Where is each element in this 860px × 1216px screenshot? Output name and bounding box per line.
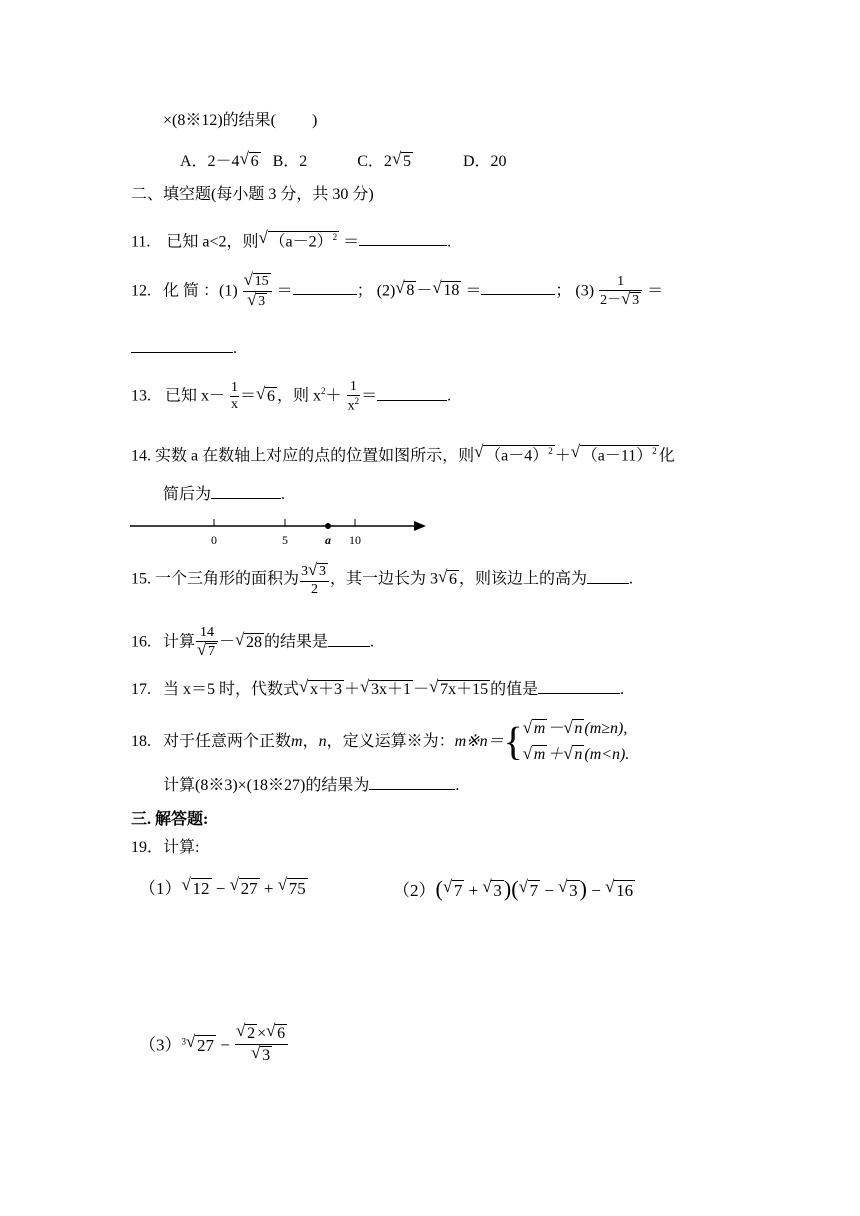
minus: － xyxy=(413,681,430,698)
question-13 xyxy=(131,380,451,414)
plus: ＋ xyxy=(554,447,571,465)
question-14 xyxy=(131,442,675,466)
fraction: √ 15 √ 3 xyxy=(243,273,272,310)
sqrt: √ 12 xyxy=(181,875,210,898)
option-a: A．2－4 xyxy=(180,153,240,170)
q10-text: ×(8※12)的结果( xyxy=(163,112,277,129)
answer-blank xyxy=(328,634,370,647)
sqrt: √ $(a-2)^2$ xyxy=(258,228,338,251)
question-18 xyxy=(131,716,629,767)
q15-text: ，则该边上的高为 xyxy=(459,570,588,588)
q16-text: 计算 xyxy=(163,633,196,651)
question-number: 13. xyxy=(131,387,151,405)
tick-label-0: 0 xyxy=(211,533,217,547)
question-16 xyxy=(131,626,374,660)
equals: ＝ xyxy=(240,387,257,405)
point-label-a: a xyxy=(325,533,331,547)
separator: ； xyxy=(555,282,572,300)
plus: ＋ xyxy=(325,387,342,405)
q10-options xyxy=(180,149,507,171)
point-a xyxy=(325,523,331,529)
answer-blank xyxy=(587,571,629,584)
fraction: 3 √ 3 2 xyxy=(300,563,329,597)
comma: ， xyxy=(302,732,319,750)
part-label: （1） xyxy=(139,879,182,898)
question-number: 18. xyxy=(131,732,151,750)
q15-text: 一个三角形的面积为 xyxy=(155,570,300,588)
tick-label-10: 10 xyxy=(349,533,361,547)
question-number: 14. xyxy=(131,447,151,465)
var-m: m xyxy=(291,732,303,750)
plus: ＋ xyxy=(344,681,361,698)
answer-blank xyxy=(359,233,447,246)
question-number: 11. xyxy=(131,233,151,251)
period: . xyxy=(233,340,237,357)
fraction: √ 2 × √ 6 √ 3 xyxy=(235,1024,288,1066)
section-2-title: 二、填空题(每小题 3 分，共 30 分) xyxy=(131,186,374,203)
equals: ＝ xyxy=(276,282,293,300)
equals: ＝ xyxy=(647,282,664,300)
part-label: （3） xyxy=(139,1035,182,1055)
minus: － xyxy=(219,633,236,651)
var-n: n xyxy=(318,732,327,750)
question-12 xyxy=(131,270,664,310)
q18-text: 计算(8※3)×(18※27)的结果为 xyxy=(163,777,370,794)
q17-text: 当 x＝5 时，代数式 xyxy=(163,681,300,698)
fraction: $\frac{1}{x^2}$ xyxy=(347,379,360,414)
q18-text: 对于任意两个正数 xyxy=(163,732,292,750)
option-d: D．20 xyxy=(462,153,507,170)
answer-blank xyxy=(369,777,455,790)
question-14-line2 xyxy=(163,486,285,503)
question-15 xyxy=(131,560,634,598)
sqrt: √ 75 xyxy=(277,875,306,898)
answer-blank xyxy=(481,282,555,295)
question-12-line2 xyxy=(131,340,237,357)
sqrt: √ 3x＋1 xyxy=(360,677,412,698)
left-brace: { xyxy=(503,718,523,764)
q12-text: 化 简 ：(1) xyxy=(163,282,238,300)
plus: + xyxy=(263,879,274,898)
period: . xyxy=(370,633,375,651)
q11-text: 已知 a<2，则 xyxy=(166,233,259,251)
case-1: √ m － √ n (m≥n), xyxy=(522,718,628,737)
q15-text: ，其一边长为 3 xyxy=(330,570,439,588)
question-number: 16. xyxy=(131,633,151,651)
exponent: 2 xyxy=(321,386,326,397)
period: . xyxy=(447,387,452,405)
q14-text: 实数 a 在数轴上对应的点的位置如图所示，则 xyxy=(155,447,475,465)
sqrt: √ 27 xyxy=(229,875,258,898)
period: . xyxy=(447,233,452,251)
arrow-icon xyxy=(414,521,426,531)
option-c: C．2 xyxy=(357,153,392,170)
sqrt: √ 6 xyxy=(438,566,458,588)
q14-text: 简后为 xyxy=(163,486,212,503)
fraction: 14 √ 7 xyxy=(196,626,218,660)
period: . xyxy=(629,570,634,588)
q13-text: 已知 x－ xyxy=(165,387,226,405)
q16-text: 的结果是 xyxy=(264,633,329,651)
sqrt: √ 28 xyxy=(235,629,263,651)
case-2: √ m ＋ √ n (m<n). xyxy=(522,743,630,763)
question-19-label: 19．计算: xyxy=(131,839,200,856)
sqrt: √ x＋3 xyxy=(299,677,343,698)
piecewise-cases xyxy=(523,716,630,767)
sqrt: √ 6 xyxy=(256,383,276,405)
answer-blank xyxy=(293,282,357,295)
question-number: 15. xyxy=(131,570,151,588)
fraction: $\frac{1}{x}$ xyxy=(231,380,239,413)
answer-blank xyxy=(377,388,447,401)
part-3: (3) xyxy=(575,282,595,300)
q19-part-2: （2）( √ 7 + √ 3)( √ 7 − √ 3) − √ 16 xyxy=(393,876,634,901)
period: . xyxy=(455,777,460,794)
q18-text: ，定义运算※为： xyxy=(326,732,455,750)
question-number: 12. xyxy=(131,282,151,300)
option-b: B．2 xyxy=(272,153,308,170)
period: . xyxy=(281,486,286,503)
part-2: (2) xyxy=(376,282,396,300)
number-line xyxy=(126,512,428,548)
sqrt: √ $(a-11)^2$ xyxy=(570,442,657,465)
q17-text: 的值是 xyxy=(490,681,539,698)
part-label: （2） xyxy=(393,881,436,900)
q19-part-3: $(3)^3$ √ 27 − √ 2 × √ 6 √ 3 xyxy=(139,1024,289,1066)
sqrt: √ 8 xyxy=(395,278,415,300)
question-17 xyxy=(131,677,625,699)
minus: − xyxy=(215,879,226,898)
question-18-line2 xyxy=(163,777,459,794)
period: . xyxy=(620,681,625,698)
equals: ＝ xyxy=(361,387,378,405)
q10-paren-close: ) xyxy=(312,112,318,129)
sqrt: √ 5 xyxy=(391,149,411,170)
sqrt: √ 6 xyxy=(239,149,259,170)
question-11 xyxy=(131,228,452,252)
q19-part-1 xyxy=(139,875,308,899)
separator: ； xyxy=(356,282,373,300)
q14-text: 化 xyxy=(658,447,675,465)
sqrt: √ $(a-4)^2$ xyxy=(474,442,553,465)
fraction: 1 2－ √ 3 xyxy=(599,275,642,309)
sqrt: √ 7x＋15 xyxy=(429,677,489,698)
equals: ＝ xyxy=(465,282,482,300)
answer-blank xyxy=(131,340,233,353)
tick-label-5: 5 xyxy=(282,533,288,547)
q10-tail xyxy=(163,113,317,129)
q18-lhs: m※n＝ xyxy=(454,732,504,750)
sqrt: √ 18 xyxy=(432,278,460,300)
section-3-title: 三. 解答题: xyxy=(131,811,209,828)
equals: ＝ xyxy=(343,233,360,251)
answer-blank xyxy=(211,486,281,499)
question-number: 17. xyxy=(131,681,151,698)
answer-blank xyxy=(538,681,620,694)
q13-text: ，则 x xyxy=(277,387,322,405)
minus: － xyxy=(416,282,433,300)
